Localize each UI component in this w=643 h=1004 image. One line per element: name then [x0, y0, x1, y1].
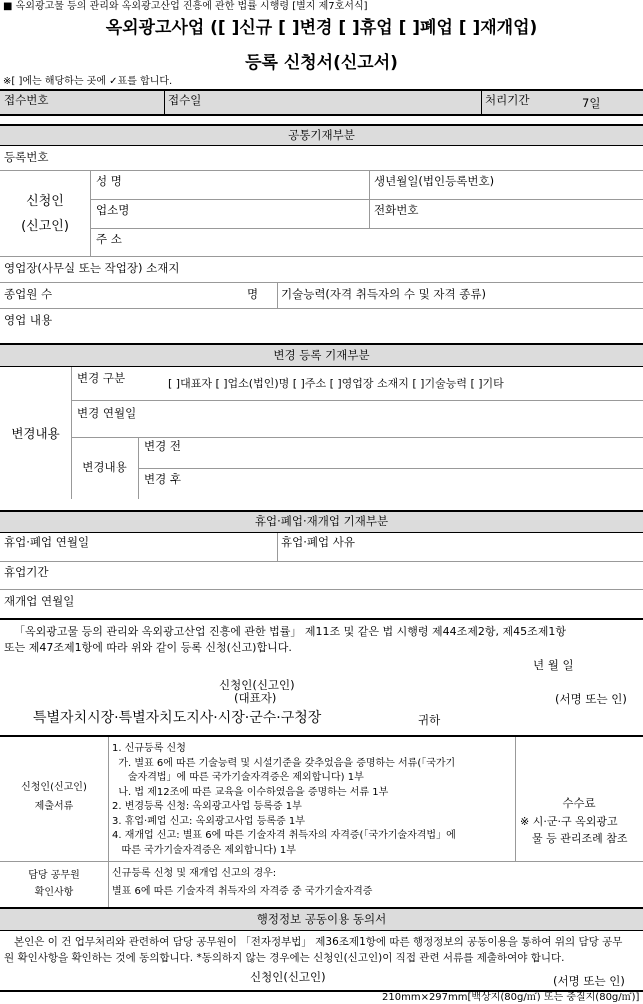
- applicant-label: 신청인: [26, 194, 64, 209]
- common-section-title: 공통기재부분: [288, 128, 355, 142]
- skills-label: 기술능력(자격 취득자의 수 및 자격 종류): [281, 287, 486, 301]
- document-item: 나. 법 제12조에 따른 교육을 이수하였음을 증명하는 서류 1부: [112, 786, 389, 798]
- closure-reason-label: 휴업·폐업 사유: [281, 535, 355, 549]
- change-category-label: 변경 구분: [77, 371, 126, 385]
- consent-sign: (서명 또는 인): [553, 974, 625, 988]
- registration-number-label: 등록번호: [4, 150, 49, 164]
- consent-applicant: 신청인(신고인): [250, 970, 326, 984]
- official-check-label: 담당 공무원: [28, 870, 80, 881]
- fee-note-line2: 물 등 관리조례 참조: [532, 832, 628, 845]
- business-content-label: 영업 내용: [4, 313, 53, 327]
- processing-period-value: 7일: [582, 96, 601, 110]
- form-subtitle: 등록 신청서(신고서): [245, 53, 398, 73]
- declaration-line2: 또는 제47조제1항에 따라 위와 같이 등록 신청(신고)합니다.: [4, 641, 292, 654]
- receipt-number-label: 접수번호: [4, 93, 49, 107]
- closure-section-title: 휴업·폐업·재개업 기재부분: [254, 514, 389, 528]
- consent-section-title: 행정정보 공동이용 동의서: [256, 912, 387, 926]
- submit-docs-label: 신청인(신고인): [21, 782, 87, 793]
- applicant-label-sub: (신고인): [21, 219, 69, 234]
- company-name-label: 업소명: [96, 203, 130, 217]
- consent-line1: 본인은 이 건 업무처리와 관련하여 담당 공무원이 「전자정부법」 제36조제1항에 따른 행정정보의 공동이용을 통하여 위의 담당 공무: [14, 936, 623, 948]
- document-item: 2. 변경등록 신청: 옥외광고사업 등록증 1부: [112, 801, 302, 812]
- change-after-label: 변경 후: [144, 472, 181, 486]
- document-item: 3. 휴업·폐업 신고: 옥외광고사업 등록증 1부: [112, 815, 305, 827]
- office-location-label: 영업장(사무실 또는 작업장) 소재지: [4, 261, 180, 275]
- law-reference: ■ 옥외광고물 등의 관리와 옥외광고산업 진흥에 관한 법률 시행령 [별지 제7호서식]: [3, 1, 368, 12]
- official-check-text1: 신규등록 신청 및 재개업 신고의 경우:: [112, 868, 277, 879]
- paper-spec: 210mm×297mm[백상지(80g/㎡) 또는 중질지(80g/㎡)]: [382, 992, 640, 1003]
- change-section-title: 변경 등록 기재부분: [273, 348, 370, 362]
- phone-label: 전화번호: [374, 203, 419, 217]
- document-item: 1. 신규등록 신청: [112, 743, 186, 754]
- change-date-label: 변경 연월일: [77, 406, 137, 420]
- receipt-row: [0, 89, 643, 116]
- recipient-authority: 특별자치시장·특별자치도지사·시장·군수·구청장: [33, 710, 322, 726]
- closure-date-label: 휴업·폐업 연월일: [4, 535, 90, 549]
- declaration-applicant: 신청인(신고인): [219, 678, 295, 692]
- change-content-label: 변경내용: [11, 426, 60, 441]
- name-label: 성 명: [96, 174, 122, 188]
- change-detail-label: 변경내용: [82, 460, 127, 474]
- change-category-options: [ ]대표자 [ ]업소(법인)명 [ ]주소 [ ]영업장 소재지 [ ]기술능력 [ ]기타: [168, 377, 504, 390]
- document-item: 4. 재개업 신고: 별표 6에 따른 기술자격 취득자의 자격증(「국가기술자격법」에: [112, 830, 456, 841]
- consent-line2: 원 확인사항을 확인하는 것에 동의합니다. *동의하지 않는 경우에는 신청인(신고인)이 직접 관련 서류를 제출하여야 합니다.: [4, 952, 565, 964]
- submit-docs-label-sub: 제출서류: [34, 801, 74, 812]
- closure-period-label: 휴업기간: [4, 565, 49, 579]
- declaration-sign: (서명 또는 인): [555, 692, 627, 706]
- declaration-representative: (대표자): [234, 691, 277, 705]
- processing-period-label: 처리기간: [485, 93, 530, 107]
- declaration-line1: 「옥외광고물 등의 관리와 옥외광고산업 진흥에 관한 법률」 제11조 및 같은 법 시행령 제44조제2항, 제45조제1항: [14, 625, 566, 638]
- fee-note-line1: ※ 시·군·구 옥외광고: [520, 815, 618, 828]
- document-item: 술자격법」에 따른 국가기술자격증은 제외합니다) 1부: [112, 772, 364, 783]
- form-title: 옥외광고사업 ([ ]신규 [ ]변경 [ ]휴업 [ ]폐업 [ ]재개업): [105, 18, 538, 38]
- official-check-text2: 별표 6에 따른 기술자격 취득자의 자격증 중 국가기술자격증: [112, 886, 373, 897]
- recipient-suffix: 귀하: [418, 713, 441, 727]
- check-instruction: ※[ ]에는 해당하는 곳에 ✓표를 합니다.: [3, 76, 173, 87]
- official-check-label-sub: 확인사항: [34, 887, 74, 898]
- reopen-date-label: 재개업 연월일: [4, 594, 75, 608]
- document-item: 따른 국가기술자격증은 제외합니다) 1부: [112, 844, 296, 856]
- employees-label: 종업원 수: [4, 287, 53, 301]
- document-item: 가. 별표 6에 따른 기술능력 및 시설기준을 갖추었음을 증명하는 서류(「국가기: [112, 757, 456, 769]
- declaration-date: 년 월 일: [533, 658, 574, 672]
- fee-title: 수수료: [562, 796, 596, 810]
- change-before-label: 변경 전: [144, 439, 181, 453]
- address-label: 주 소: [96, 232, 122, 246]
- birth-label: 생년월일(법인등록번호): [374, 174, 495, 188]
- employees-unit: 명: [247, 287, 259, 301]
- receipt-date-label: 접수일: [168, 93, 202, 107]
